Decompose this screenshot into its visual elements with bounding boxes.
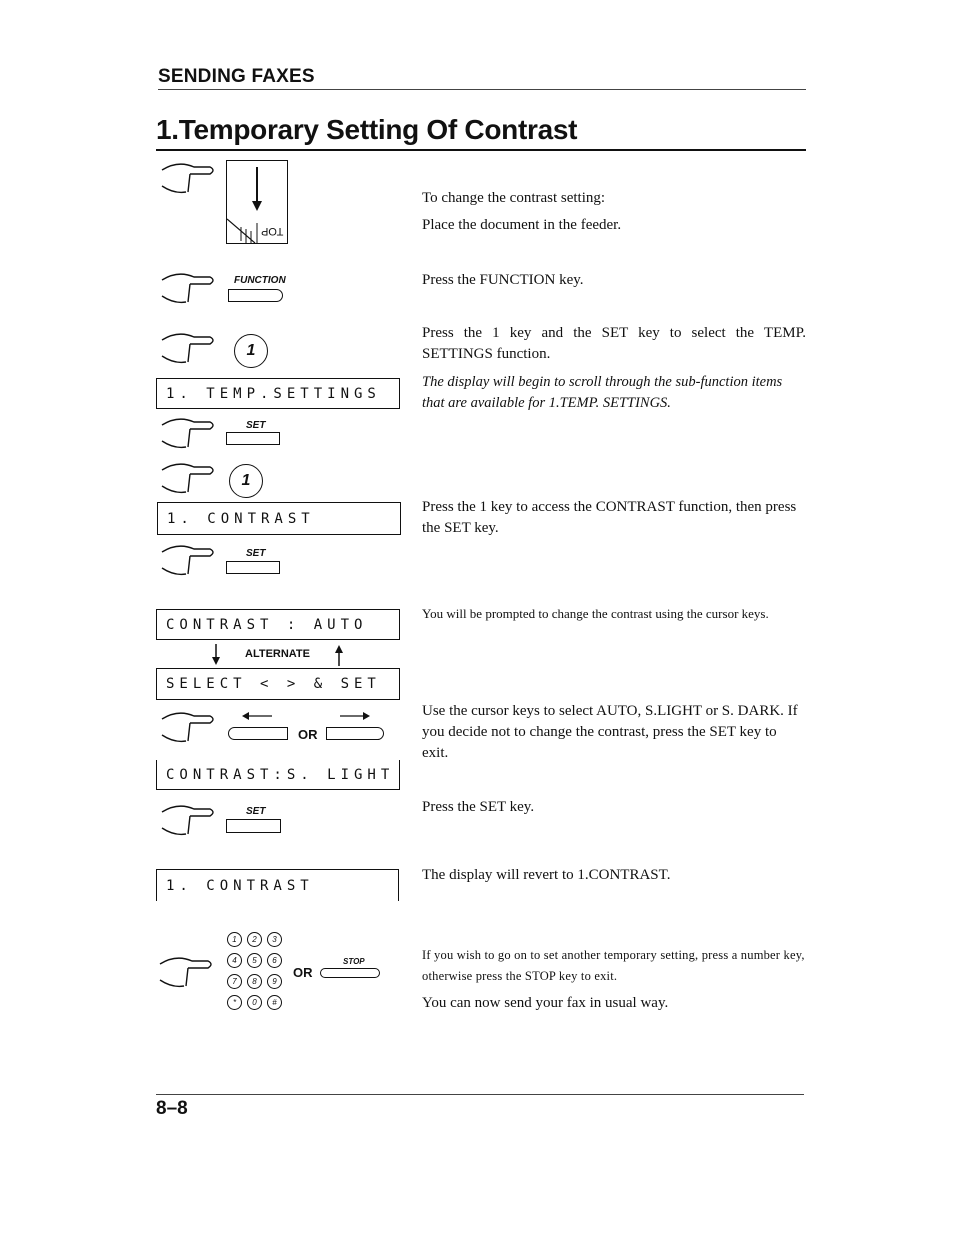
cursor-left-key[interactable] — [228, 727, 288, 740]
numeric-keypad — [227, 932, 287, 1010]
set-key-label: SET — [246, 420, 266, 431]
hand-pointing-icon — [160, 268, 220, 310]
doc-top-label: TOP — [261, 225, 284, 237]
hand-pointing-icon — [160, 328, 220, 370]
step-7-text: Use the cursor keys to select AUTO, S.LIGHT or S. DARK. If you decide not to change the contrast, press the SET key to exit. — [422, 703, 798, 761]
step-4-text: The display will begin to scroll through the sub-function items that are available for 1.TEMP. SETTINGS. — [422, 374, 783, 411]
arrow-down-icon — [211, 644, 221, 666]
step-2-text: Press the FUNCTION key. — [422, 272, 584, 288]
set-key[interactable] — [226, 432, 280, 445]
set-key-label: SET — [246, 548, 266, 559]
step-8-text: Press the SET key. — [422, 799, 535, 815]
step-9-text: The display will revert to 1.CONTRAST. — [422, 867, 671, 883]
hand-pointing-icon — [160, 413, 220, 455]
page-number: 8–8 — [156, 1098, 188, 1119]
page-title: 1.Temporary Setting Of Contrast — [156, 114, 578, 145]
step-6-text: You will be prompted to change the contrast using the cursor keys. — [422, 606, 769, 621]
hand-pointing-icon — [160, 458, 220, 500]
keypad-key-8[interactable]: 8 — [247, 974, 262, 989]
stop-key-label: STOP — [343, 957, 365, 966]
lcd-display-contrast-slight: CONTRAST:S. LIGHT — [156, 760, 400, 790]
keypad-key-5[interactable]: 5 — [247, 953, 262, 968]
hand-pointing-icon — [160, 800, 220, 842]
keypad-key-3[interactable]: 3 — [267, 932, 282, 947]
header-rule — [158, 89, 806, 90]
hand-pointing-icon — [158, 952, 218, 994]
alternate-label: ALTERNATE — [245, 648, 310, 660]
arrow-left-icon — [242, 711, 272, 721]
keypad-key-0[interactable]: 0 — [247, 995, 262, 1010]
section-title: SENDING FAXES — [158, 66, 315, 87]
or-label: OR — [293, 965, 313, 980]
number-key-1[interactable]: 1 — [229, 464, 263, 498]
set-key-label: SET — [246, 806, 266, 817]
set-key[interactable] — [226, 819, 281, 833]
keypad-key-7[interactable]: 7 — [227, 974, 242, 989]
keypad-key-4[interactable]: 4 — [227, 953, 242, 968]
document-feed-diagram — [226, 160, 288, 244]
step-11-text: You can now send your fax in usual way. — [422, 995, 669, 1011]
step-1a-text: To change the contrast setting: — [422, 190, 606, 206]
keypad-key-6[interactable]: 6 — [267, 953, 282, 968]
footer-rule — [156, 1094, 804, 1095]
function-key[interactable] — [228, 289, 283, 302]
lcd-display-select-set: SELECT < > & SET — [156, 668, 400, 700]
lcd-display-contrast: 1. CONTRAST — [157, 502, 401, 535]
keypad-key-2[interactable]: 2 — [247, 932, 262, 947]
step-10-text: If you wish to go on to set another temporary setting, press a number key, otherwise press the STOP key to exit. — [422, 948, 805, 983]
keypad-key-star[interactable]: * — [227, 995, 242, 1010]
keypad-key-hash[interactable]: # — [267, 995, 282, 1010]
number-key-1[interactable]: 1 — [234, 334, 268, 368]
lcd-display-contrast-auto: CONTRAST : AUTO — [156, 609, 400, 640]
stop-key[interactable] — [320, 968, 380, 978]
step-3-text: Press the 1 key and the SET key to select the TEMP. SETTINGS function. — [422, 325, 806, 362]
hand-pointing-icon — [160, 158, 220, 200]
or-label: OR — [298, 727, 318, 742]
cursor-right-key[interactable] — [326, 727, 384, 740]
set-key[interactable] — [226, 561, 280, 574]
step-1b-text: Place the document in the feeder. — [422, 217, 622, 233]
keypad-key-9[interactable]: 9 — [267, 974, 282, 989]
function-key-label: FUNCTION — [234, 275, 286, 286]
keypad-key-1[interactable]: 1 — [227, 932, 242, 947]
step-5-text: Press the 1 key to access the CONTRAST function, then press the SET key. — [422, 499, 797, 536]
lcd-display-temp-settings: 1. TEMP.SETTINGS — [156, 378, 400, 409]
arrow-up-icon — [334, 644, 344, 666]
arrow-right-icon — [340, 711, 370, 721]
title-rule — [156, 149, 806, 151]
hand-pointing-icon — [160, 707, 220, 749]
lcd-display-contrast-final: 1. CONTRAST — [156, 869, 399, 901]
hand-pointing-icon — [160, 540, 220, 582]
